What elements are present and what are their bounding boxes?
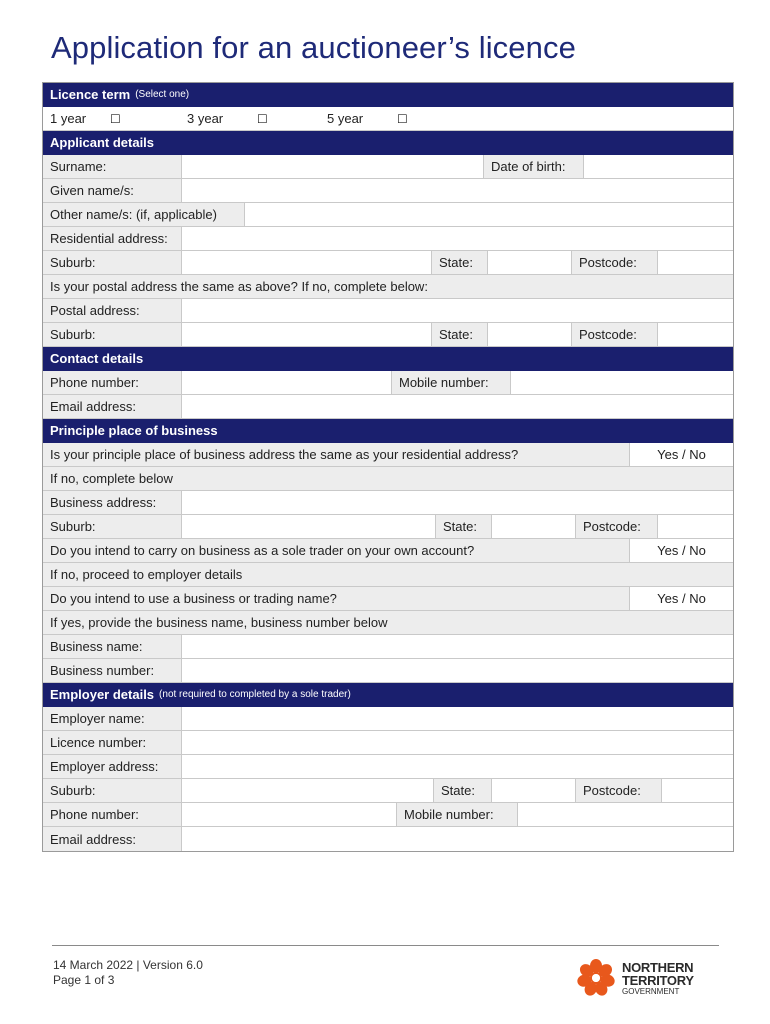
employer-phone-field[interactable] bbox=[181, 803, 396, 826]
employer-name-label: Employer name: bbox=[43, 707, 181, 730]
employer-name-field[interactable] bbox=[181, 707, 733, 730]
employer-email-label: Email address: bbox=[43, 827, 181, 851]
business-state-field[interactable] bbox=[491, 515, 575, 538]
application-form bbox=[42, 82, 734, 852]
checkbox-1-year[interactable]: ☐ bbox=[110, 111, 121, 126]
licence-number-label: Licence number: bbox=[43, 731, 181, 754]
dob-label: Date of birth: bbox=[483, 155, 583, 178]
applicant-details-header bbox=[43, 131, 733, 155]
business-address-field[interactable] bbox=[181, 491, 733, 514]
contact-details-header bbox=[43, 347, 733, 371]
employer-mobile-label: Mobile number: bbox=[396, 803, 517, 826]
business-postcode-label: Postcode: bbox=[575, 515, 657, 538]
employer-mobile-field[interactable] bbox=[517, 803, 733, 826]
business-number-label: Business number: bbox=[43, 659, 181, 682]
postal-address-label: Postal address: bbox=[43, 299, 181, 322]
proceed-employer-note: If no, proceed to employer details bbox=[43, 563, 733, 586]
suburb-field[interactable] bbox=[181, 251, 431, 274]
trading-name-yes-no[interactable]: Yes / No bbox=[629, 587, 733, 610]
employer-postcode-field[interactable] bbox=[661, 779, 733, 802]
phone-field[interactable] bbox=[181, 371, 391, 394]
if-yes-business-note: If yes, provide the business name, business number below bbox=[43, 611, 733, 634]
licence-term-options bbox=[43, 107, 733, 131]
employer-suburb-field[interactable] bbox=[181, 779, 433, 802]
business-name-label: Business name: bbox=[43, 635, 181, 658]
business-state-label: State: bbox=[435, 515, 491, 538]
footer-divider bbox=[52, 945, 719, 946]
mobile-label: Mobile number: bbox=[391, 371, 510, 394]
employer-details-note: (not required to completed by a sole trader) bbox=[159, 689, 351, 700]
given-name-field[interactable] bbox=[181, 179, 733, 202]
other-name-label: Other name/s: (if, applicable) bbox=[43, 203, 244, 226]
business-postcode-field[interactable] bbox=[657, 515, 733, 538]
option-5-year-label: 5 year bbox=[327, 111, 364, 126]
applicant-details-title: Applicant details bbox=[50, 135, 155, 150]
email-field[interactable] bbox=[181, 395, 733, 418]
employer-address-field[interactable] bbox=[181, 755, 733, 778]
business-name-field[interactable] bbox=[181, 635, 733, 658]
residential-address-label: Residential address: bbox=[43, 227, 181, 250]
footer-page-number: Page 1 of 3 bbox=[53, 973, 115, 987]
business-same-question: Is your principle place of business address the same as your residential address? bbox=[43, 443, 629, 466]
phone-label: Phone number: bbox=[43, 371, 181, 394]
business-title: Principle place of business bbox=[50, 423, 218, 438]
postal-postcode-field[interactable] bbox=[657, 323, 733, 346]
employer-state-field[interactable] bbox=[491, 779, 575, 802]
surname-field[interactable] bbox=[181, 155, 483, 178]
postal-same-question: Is your postal address the same as above? If no, complete below: bbox=[43, 275, 733, 298]
other-name-field[interactable] bbox=[244, 203, 733, 226]
sole-trader-question: Do you intend to carry on business as a sole trader on your own account? bbox=[43, 539, 629, 562]
postal-suburb-label: Suburb: bbox=[43, 323, 181, 346]
postal-address-field[interactable] bbox=[181, 299, 733, 322]
sole-trader-yes-no[interactable]: Yes / No bbox=[629, 539, 733, 562]
footer-date-version: 14 March 2022 | Version 6.0 bbox=[53, 958, 203, 972]
postcode-field[interactable] bbox=[657, 251, 733, 274]
trading-name-question: Do you intend to use a business or trading name? bbox=[43, 587, 629, 610]
dob-field[interactable] bbox=[583, 155, 733, 178]
licence-number-field[interactable] bbox=[181, 731, 733, 754]
checkbox-3-year[interactable]: ☐ bbox=[257, 111, 268, 126]
business-suburb-label: Suburb: bbox=[43, 515, 181, 538]
employer-postcode-label: Postcode: bbox=[575, 779, 661, 802]
licence-term-title: Licence term bbox=[50, 87, 131, 102]
state-field[interactable] bbox=[487, 251, 571, 274]
residential-address-field[interactable] bbox=[181, 227, 733, 250]
business-address-label: Business address: bbox=[43, 491, 181, 514]
logo-text-northern: NORTHERN bbox=[622, 960, 694, 975]
employer-address-label: Employer address: bbox=[43, 755, 181, 778]
employer-phone-label: Phone number: bbox=[43, 803, 181, 826]
checkbox-5-year[interactable]: ☐ bbox=[397, 111, 408, 126]
business-if-no-note: If no, complete below bbox=[43, 467, 733, 490]
business-header bbox=[43, 419, 733, 443]
suburb-label: Suburb: bbox=[43, 251, 181, 274]
given-name-label: Given name/s: bbox=[43, 179, 181, 202]
postal-suburb-field[interactable] bbox=[181, 323, 431, 346]
logo-text-government: GOVERNMENT bbox=[622, 987, 680, 996]
postal-state-field[interactable] bbox=[487, 323, 571, 346]
licence-term-header bbox=[43, 83, 733, 107]
employer-email-field[interactable] bbox=[181, 827, 733, 851]
postcode-label: Postcode: bbox=[571, 251, 657, 274]
licence-term-note: (Select one) bbox=[135, 89, 190, 100]
employer-details-title: Employer details bbox=[50, 687, 155, 702]
state-label: State: bbox=[431, 251, 487, 274]
employer-details-header bbox=[43, 683, 733, 707]
contact-details-title: Contact details bbox=[50, 351, 144, 366]
postal-postcode-label: Postcode: bbox=[571, 323, 657, 346]
business-number-field[interactable] bbox=[181, 659, 733, 682]
option-1-year-label: 1 year bbox=[50, 111, 87, 126]
business-suburb-field[interactable] bbox=[181, 515, 435, 538]
option-3-year-label: 3 year bbox=[187, 111, 224, 126]
postal-state-label: State: bbox=[431, 323, 487, 346]
employer-suburb-label: Suburb: bbox=[43, 779, 181, 802]
surname-label: Surname: bbox=[43, 155, 181, 178]
business-same-yes-no[interactable]: Yes / No bbox=[629, 443, 733, 466]
email-label: Email address: bbox=[43, 395, 181, 418]
employer-state-label: State: bbox=[433, 779, 491, 802]
logo-text-territory: TERRITORY bbox=[622, 973, 694, 988]
page-title: Application for an auctioneer’s licence bbox=[51, 30, 576, 65]
mobile-field[interactable] bbox=[510, 371, 733, 394]
